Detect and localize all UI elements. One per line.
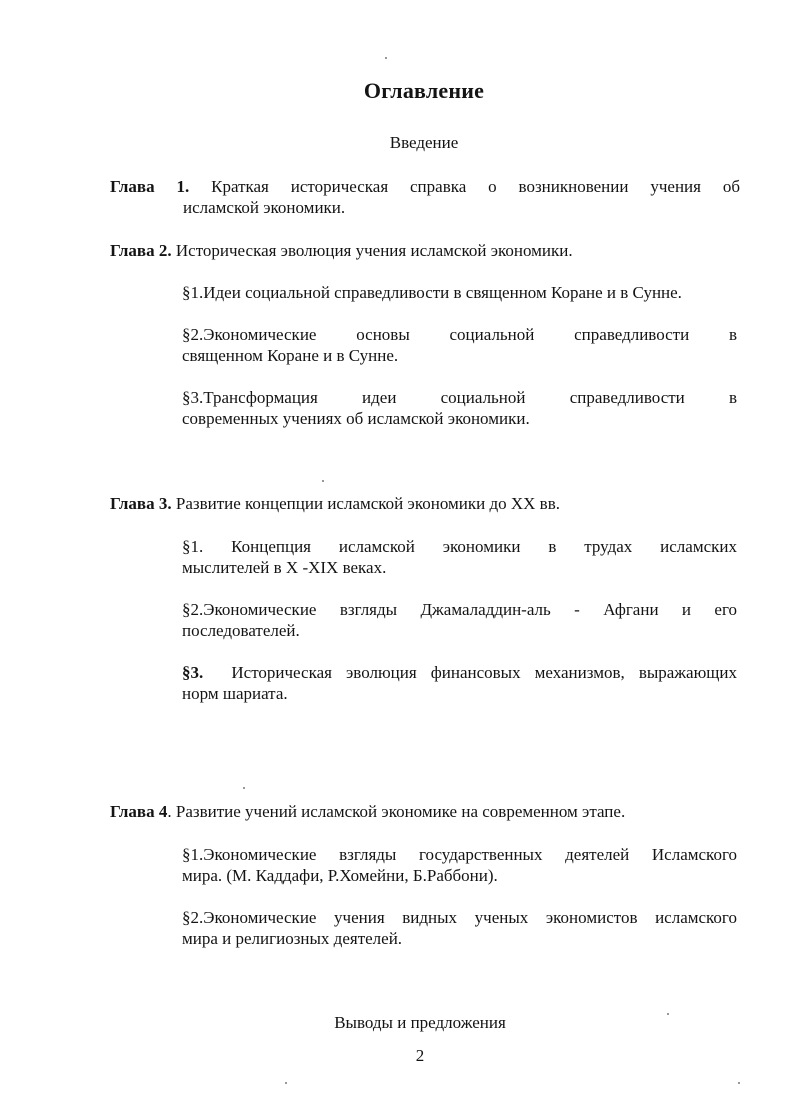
- chapter-4-section-2: [182, 907, 737, 949]
- chapter-3-section-1: [182, 536, 737, 578]
- scan-speck: [243, 787, 245, 789]
- chapter-4-title: . Развитие учений исламской экономике на современном этапе.: [167, 802, 626, 821]
- chapter-3-label: Глава 3.: [110, 494, 172, 513]
- section-line1: §2.Экономические учения видных ученых экономистов исламского: [182, 908, 737, 927]
- chapter-4-entry: [110, 801, 740, 822]
- chapter-2-section-3: [182, 387, 737, 429]
- chapter-2-title: Историческая эволюция учения исламской экономики.: [175, 241, 573, 260]
- section-line2: современных учениях об исламской экономики.: [182, 409, 530, 428]
- section-line2: мыслителей в X -XIX веках.: [182, 558, 387, 577]
- section-line2: последователей.: [182, 621, 300, 640]
- chapter-2-label: Глава 2.: [110, 241, 172, 260]
- scan-speck: [385, 57, 387, 59]
- section-title: Историческая эволюция финансовых механизмов, выражающих: [231, 663, 737, 682]
- chapter-3-title: Развитие концепции исламской экономики до XX вв.: [175, 494, 560, 513]
- section-line2: мира. (М. Каддафи, Р.Хомейни, Б.Раббони).: [182, 866, 498, 885]
- section-line1: §3.Трансформация идеи социальной справедливости в: [182, 388, 737, 407]
- chapter-1-title: Краткая историческая справка о возникновении учения об: [211, 177, 740, 196]
- chapter-2-section-1: [182, 282, 737, 303]
- scan-speck: [738, 1082, 740, 1084]
- page-title: Оглавление: [363, 78, 485, 103]
- scan-speck: [667, 1013, 669, 1015]
- chapter-3-section-2: [182, 599, 737, 641]
- chapter-1-line1: [110, 176, 740, 197]
- chapter-3-entry: [110, 493, 740, 514]
- chapter-2-section-2: [182, 324, 737, 366]
- section-line1: §1.Экономические взгляды государственных деятелей Исламского: [182, 845, 737, 864]
- section-line2: мира и религиозных деятелей.: [182, 929, 403, 948]
- section-line2: священном Коране и в Сунне.: [182, 346, 399, 365]
- scan-speck: [285, 1082, 287, 1084]
- section-line1: §2.Экономические основы социальной справедливости в: [182, 325, 737, 344]
- section-number: §3.: [182, 663, 204, 682]
- chapter-4-section-1: [182, 844, 737, 886]
- chapter-1-line2: исламской экономики.: [183, 198, 346, 217]
- conclusion-entry: Выводы и предложения: [334, 1013, 506, 1032]
- section-line1: §2.Экономические взгляды Джамаладдин-аль - Афгани и его: [182, 600, 737, 619]
- section-line2: норм шариата.: [182, 684, 288, 703]
- scan-speck: [322, 480, 324, 482]
- chapter-1-label: Глава 1.: [110, 177, 190, 196]
- chapter-1-entry: [110, 176, 740, 218]
- page-number: 2: [415, 1046, 425, 1065]
- chapter-2-entry: [110, 240, 740, 261]
- section-line1: §1. Концепция исламской экономики в трудах исламских: [182, 537, 737, 556]
- section-line1: [182, 662, 737, 683]
- chapter-4-label: Глава 4: [110, 802, 168, 821]
- intro-entry: Введение: [389, 133, 459, 152]
- chapter-3-section-3: [182, 662, 737, 704]
- section-line1: §1.Идеи социальной справедливости в священном Коране и в Сунне.: [182, 283, 682, 302]
